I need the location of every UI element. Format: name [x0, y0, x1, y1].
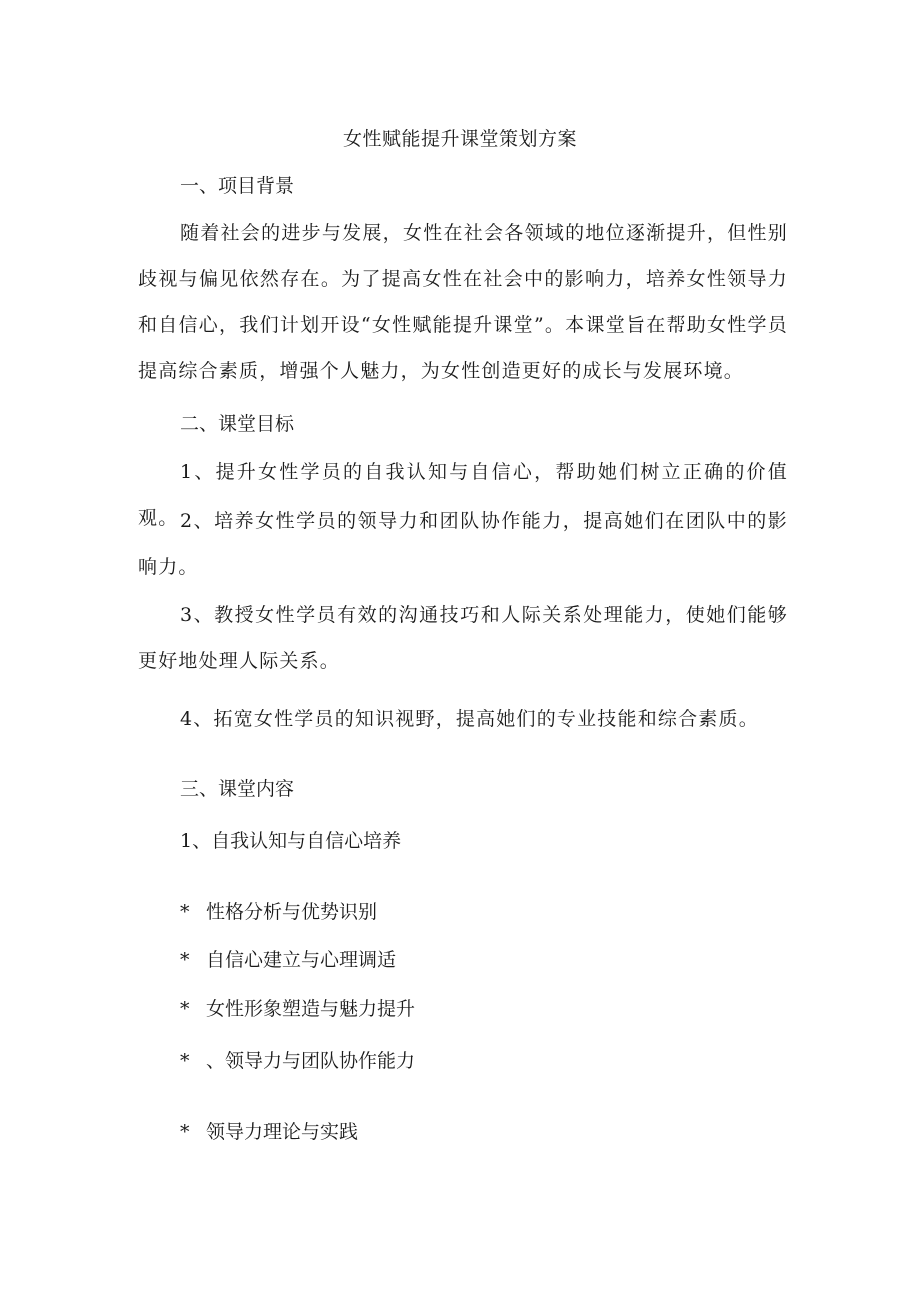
- document-title: 女性赋能提升课堂策划方案: [342, 128, 577, 150]
- bullet-text: 、领导力与团队协作能力: [206, 1050, 416, 1072]
- bullet-star-icon: *: [180, 998, 190, 1020]
- goal-item-2: 2、培养女性学员的领导力和团队协作能力，提高她们在团队中的影响力。: [138, 510, 788, 578]
- bullet-text: 性格分析与优势识别: [206, 901, 378, 923]
- bullet-star-icon: *: [180, 949, 190, 971]
- goal-item-1: 1、提升女性学员的自我认知与自信心，帮助她们树立正确的价值观。: [138, 461, 788, 529]
- bullet-star-icon: *: [180, 1050, 190, 1072]
- content-bullet-4: [180, 1046, 415, 1076]
- content-bullet-2: [180, 945, 396, 975]
- bullet-text: 女性形象塑造与魅力提升: [206, 998, 416, 1020]
- section-heading-content: 三、课堂内容: [180, 778, 295, 800]
- content-subheading: 1、自我认知与自信心培养: [180, 830, 402, 852]
- content-bullet-3: [180, 994, 415, 1024]
- bullet-text: 自信心建立与心理调适: [206, 949, 397, 971]
- background-paragraph: 随着社会的进步与发展，女性在社会各领域的地位逐渐提升，但性别歧视与偏见依然存在。为了提高女性在社会中的影响力，培养女性领导力和自信心，我们计划开设“女性赋能提升课堂”。本课堂旨在帮助女性学员提高综合素质，增强个人魅力，为女性创造更好的成长与发展环境。: [138, 222, 788, 382]
- bullet-text: 领导力理论与实践: [206, 1121, 359, 1143]
- content-bullet-1: [180, 897, 377, 927]
- bullet-star-icon: *: [180, 1121, 190, 1143]
- content-bullet-5: [180, 1117, 358, 1147]
- section-heading-goals: 二、课堂目标: [180, 413, 295, 435]
- goal-item-4: 4、拓宽女性学员的知识视野，提高她们的专业技能和综合素质。: [180, 708, 759, 730]
- goal-item-3: 3、教授女性学员有效的沟通技巧和人际关系处理能力，使她们能够更好地处理人际关系。: [138, 604, 788, 672]
- section-heading-background: 一、项目背景: [180, 175, 295, 197]
- bullet-star-icon: *: [180, 901, 190, 923]
